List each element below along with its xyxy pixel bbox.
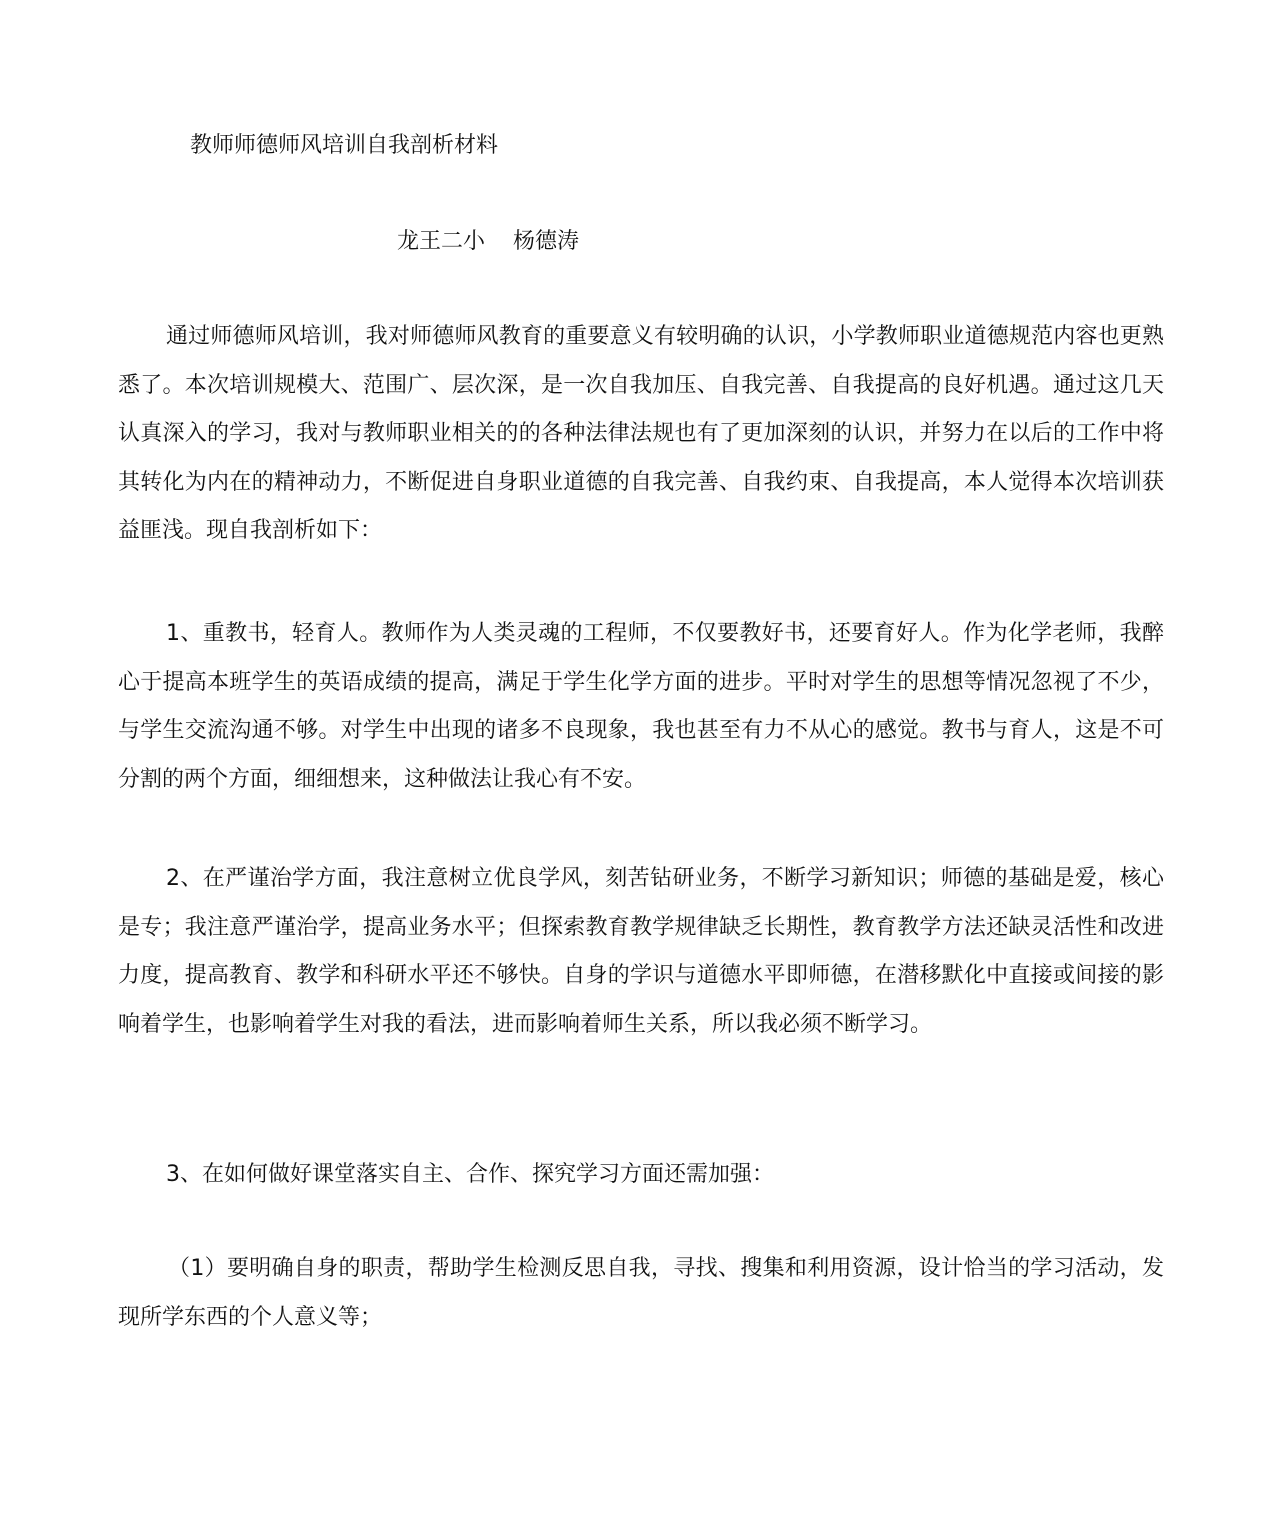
- document-title: 教师师德师风培训自我剖析材料: [190, 133, 499, 158]
- paragraph-point-1: 1、重教书，轻育人。教师作为人类灵魂的工程师，不仅要教好书，还要育好人。作为化学老师，我醉心于提高本班学生的英语成绩的提高，满足于学生化学方面的进步。平时对学生的思想等情况忽视了不少，与学生交流沟通不够。对学生中出现的诸多不良现象，我也甚至有力不从心的感觉。教书与育人，这是不可分割的两个方面，细细想来，这种做法让我心有不安。: [118, 621, 1164, 792]
- paragraph-point-3: 3、在如何做好课堂落实自主、合作、探究学习方面还需加强：: [166, 1162, 774, 1187]
- paragraph-point-2: 2、在严谨治学方面，我注意树立优良学风，刻苦钻研业务，不断学习新知识；师德的基础是爱，核心是专；我注意严谨治学，提高业务水平；但探索教育教学规律缺乏长期性，教育教学方法还缺灵活性和改进力度，提高教育、教学和科研水平还不够快。自身的学识与道德水平即师德，在潜移默化中直接或间接的影响着学生，也影响着学生对我的看法，进而影响着师生关系，所以我必须不断学习。: [118, 866, 1164, 1037]
- paragraph-intro: 通过师德师风培训，我对师德师风教育的重要意义有较明确的认识，小学教师职业道德规范内容也更熟悉了。本次培训规模大、范围广、层次深，是一次自我加压、自我完善、自我提高的良好机遇。通过这几天认真深入的学习，我对与教师职业相关的的各种法律法规也有了更加深刻的认识，并努力在以后的工作中将其转化为内在的精神动力，不断促进自身职业道德的自我完善、自我约束、自我提高，本人觉得本次培训获益匪浅。现自我剖析如下：: [118, 324, 1164, 543]
- author-line: 龙王二小 杨德涛: [397, 229, 579, 254]
- paragraph-subpoint-1: （1）要明确自身的职责，帮助学生检测反思自我，寻找、搜集和利用资源，设计恰当的学习活动，发现所学东西的个人意义等；: [118, 1256, 1164, 1330]
